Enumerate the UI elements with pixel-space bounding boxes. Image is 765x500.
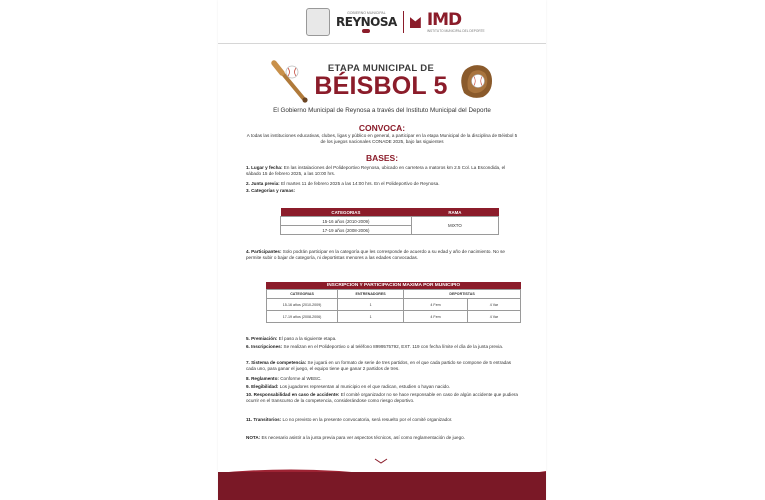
categories-table [280,208,499,235]
convoca-heading: CONVOCA: [358,123,406,133]
reynosa-logo-mark [362,29,370,33]
base-item-3: 3. Categorías y ramas: [246,188,296,193]
nota: NOTA: Es necesario asistir a la junta previa para ver aspectos técnicos, así como reglamentación de juego. [246,435,465,440]
baseball-glove-icon [456,61,496,101]
logo-divider [403,11,404,33]
table-cell: 4 Var [467,311,520,323]
imd-footer-emblem-icon [369,450,393,474]
table-header: ENTRENADORES [338,290,404,299]
base-item-8: 8. Reglamento: Conforme al WBSC. [246,376,322,381]
rama-cell: MIXTO [411,217,498,235]
reynosa-logo [336,11,397,33]
reynosa-seal-icon [306,8,330,36]
table-cell: 1 [338,311,404,323]
base-item-11: 11. Transitorios: Lo no previsto en la presente convocatoria, será resuelto por el comité organizador. [246,417,453,422]
header-logos [306,5,485,39]
footer-band [218,472,546,500]
convocatoria-poster [218,0,546,500]
table-row [267,299,521,311]
table-cell: 4 Fem [404,299,468,311]
table-header: DEPORTISTAS [404,290,521,299]
imd-emblem-icon [410,13,421,31]
intro-text: El Gobierno Municipal de Reynosa a través del Instituto Municipal del Deporte [273,107,491,114]
table-cell: 15-16 años (2010-2009) [267,299,338,311]
imd-logo-sub: INSTITUTO MUNICIPAL DEL DEPORTE [426,28,485,33]
table-header-categorias: CATEGORIAS [281,208,412,217]
base-item-1: 1. Lugar y fecha: En las instalaciones del Polideportivo Reynosa, ubicado en carretera a matoros km 2.5 Col. La Escondida, el sábado 15 de febrero 2025, a las 10:00 hrs. [246,165,506,177]
convoca-text: A todas las instituciones educativas, clubes, ligas y público en general, a participar en la etapa Municipal de la disciplina de Béisbol 5 de los juegos nacionales CONADE 2025, bajo las siguientes [246,133,518,145]
table-header: CATEGORIAS [267,290,338,299]
bases-heading: BASES: [365,153,399,163]
imd-logo [426,9,485,33]
reynosa-logo-text: REYNOSA [336,15,397,29]
title-small: ETAPA MUNICIPAL DE [327,63,435,74]
base-item-4: 4. Participantes: Solo podrán participar en la categoría que les corresponde de acuerdo a su edad y año de nacimiento. No se permite subir o bajar de categoría, ni deportistas menores a las edades convocadas. [246,249,505,261]
header-divider [218,43,546,44]
inscripcion-table-caption: INSCRIPCION Y PARTICIPACION MAXIMA POR MUNICIPIO [266,282,521,289]
table-cell: 1 [338,299,404,311]
table-cell: 17-19 años (2008-2006) [267,311,338,323]
inscripcion-table [266,289,521,323]
table-cell: 17-19 años (2008-2006) [281,226,412,235]
base-item-9: 9. Elegibilidad: Los jugadores representan al municipio en el que radican, estudien o hayan nacido. [246,384,451,389]
table-cell: 4 Fem [404,311,468,323]
table-row [281,217,499,226]
base-item-5: 5. Premiación: El paso a la siguiente etapa. [246,336,337,341]
table-cell: 4 Var [467,299,520,311]
base-item-10: 10. Responsabilidad en caso de accidente: El comité organizador no se hace responsable en caso de algún accidente que pudiera ocurrir en el transcurso de la competencia, considerándose como riesgo deportivo. [246,392,518,404]
base-item-7: 7. Sistema de competencia: Se jugará en un formato de serie de tres partidos, en el que cada partido se compone de 5 entradas cada uno, para ganar el juego, el equipo tiene que ganar 2 partidos de tres. [246,360,512,372]
title-big: BÉISBOL 5 [314,72,448,100]
base-item-2: 2. Junta previa: El martes 11 de febrero 2025 a las 14:00 hrs. En el Polideportivo de Reynosa. [246,181,440,186]
imd-logo-text: IMD [426,9,462,30]
base-item-6: 6. Inscripciones: Se realizan en el Polideportivo o al teléfono 8999575792, EXT. 119 con fecha límite el día de la junta previa. [246,344,504,349]
table-cell: 15-16 años (2010-2009) [281,217,412,226]
table-header-rama: RAMA [411,208,498,217]
reynosa-logo-sub: GOBIERNO MUNICIPAL [347,11,386,15]
table-row [267,311,521,323]
